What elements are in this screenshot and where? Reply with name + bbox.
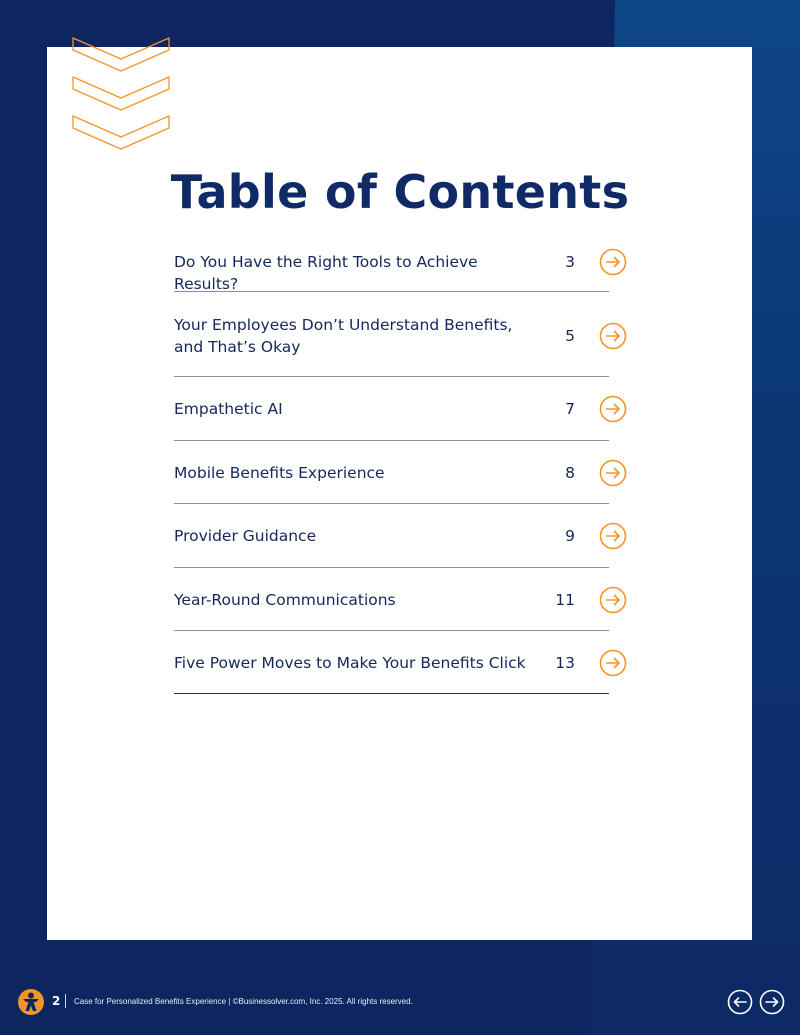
- toc-entry-title: Do You Have the Right Tools to Achieve Results?: [174, 253, 478, 293]
- toc-entry-page-number: 13: [555, 654, 575, 672]
- toc-entry-page-number: 11: [555, 591, 575, 609]
- chevron-decoration-icon: [72, 37, 170, 159]
- toc-entry-page-number: 8: [565, 464, 575, 482]
- arrow-right-circle-icon[interactable]: [599, 248, 627, 276]
- table-of-contents: [174, 240, 626, 694]
- toc-entry[interactable]: [174, 240, 609, 292]
- toc-entry-title: Provider Guidance: [174, 527, 317, 545]
- footer-page-number: 2: [52, 994, 61, 1008]
- arrow-right-circle-icon[interactable]: [599, 459, 627, 487]
- toc-entry[interactable]: [174, 292, 609, 377]
- footer-divider: [65, 994, 66, 1008]
- arrow-right-circle-icon[interactable]: [599, 586, 627, 614]
- businessolver-logo-icon: [17, 988, 45, 1016]
- previous-page-button[interactable]: [727, 989, 753, 1015]
- toc-entry[interactable]: [174, 568, 609, 631]
- toc-entry-title: Five Power Moves to Make Your Benefits Click: [174, 654, 526, 672]
- toc-entry[interactable]: [174, 504, 609, 568]
- next-page-button[interactable]: [759, 989, 785, 1015]
- toc-entry[interactable]: [174, 631, 609, 694]
- arrow-right-circle-icon[interactable]: [599, 649, 627, 677]
- toc-entry-title: Empathetic AI: [174, 400, 283, 418]
- toc-entry-page-number: 9: [565, 527, 575, 545]
- toc-entry-title: Year-Round Communications: [174, 591, 396, 609]
- toc-entry-page-number: 3: [565, 253, 575, 271]
- toc-entry-page-number: 7: [565, 400, 575, 418]
- page-title: Table of Contents: [170, 165, 630, 219]
- toc-entry[interactable]: [174, 377, 609, 441]
- toc-entry-page-number: 5: [565, 327, 575, 345]
- arrow-right-circle-icon[interactable]: [599, 522, 627, 550]
- toc-entry[interactable]: [174, 441, 609, 504]
- arrow-right-circle-icon[interactable]: [599, 395, 627, 423]
- toc-entry-title: Your Employees Don’t Understand Benefits, and That’s Okay: [174, 316, 513, 356]
- toc-entry-title: Mobile Benefits Experience: [174, 464, 385, 482]
- arrow-right-circle-icon[interactable]: [599, 322, 627, 350]
- arrow-right-circle-icon: [761, 991, 784, 1014]
- arrow-left-circle-icon: [729, 991, 752, 1014]
- footer-copyright: Case for Personalized Benefits Experience | ©Businessolver.com, Inc. 2025. All rights reserved.: [74, 997, 413, 1006]
